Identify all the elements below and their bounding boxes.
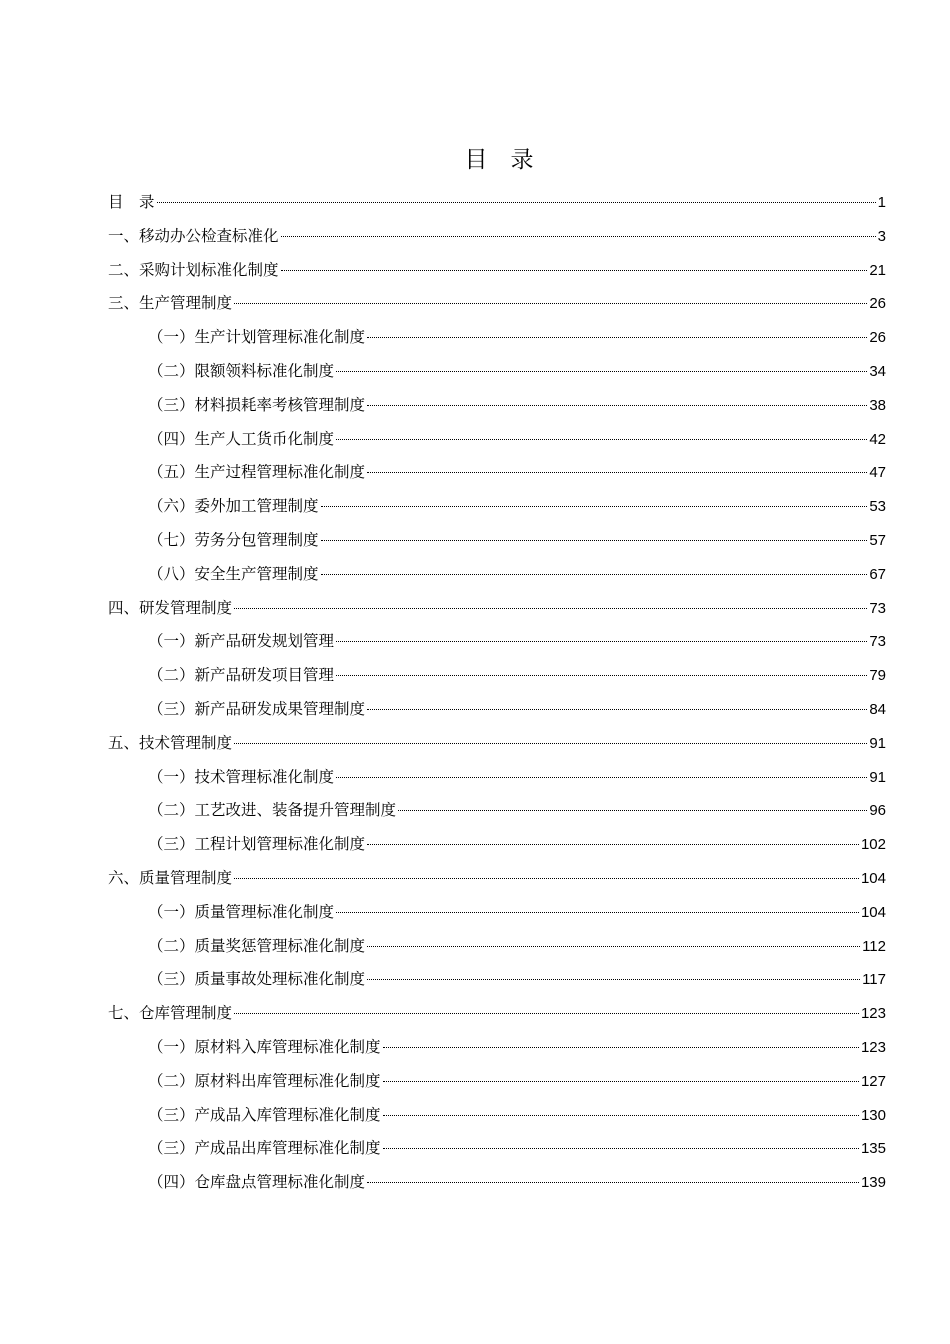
toc-dot-leader [367,979,860,980]
toc-dot-leader [234,1013,859,1014]
toc-entry-label: 五、技术管理制度 [108,733,233,752]
toc-entry[interactable] [108,558,886,592]
toc-entry[interactable] [108,794,886,828]
toc-entry[interactable] [108,1031,886,1065]
toc-dot-leader [321,506,868,507]
toc-entry-page-number: 104 [860,869,886,887]
toc-entry-label: 目 录 [108,193,155,211]
toc-dot-leader [336,777,867,778]
toc-dot-leader [281,270,868,271]
toc-entry[interactable] [108,963,886,997]
toc-entry-label: （五）生产过程管理标准化制度 [148,463,366,482]
toc-entry-page-number: 91 [869,768,886,786]
toc-entry-label: （三）产成品入库管理标准化制度 [148,1105,381,1124]
toc-entry[interactable] [108,1099,886,1133]
toc-entry-page-number: 73 [869,599,886,617]
toc-dot-leader [383,1148,859,1149]
toc-entry[interactable] [108,896,886,930]
toc-dot-leader [367,1182,859,1183]
toc-dot-leader [336,912,859,913]
toc-entry-label: （一）质量管理标准化制度 [148,902,335,921]
toc-dot-leader [336,439,867,440]
toc-entry-page-number: 104 [860,903,886,921]
toc-entry-label: （二）限额领料标准化制度 [148,361,335,380]
toc-entry[interactable] [108,1065,886,1099]
toc-entry-label: 三、生产管理制度 [108,294,233,313]
toc-dot-leader [367,337,867,338]
toc-entry-page-number: 1 [877,194,886,211]
toc-entry-label: 六、质量管理制度 [108,868,233,887]
toc-entry-page-number: 57 [869,531,886,549]
toc-entry[interactable] [108,761,886,795]
toc-entry[interactable] [108,1132,886,1166]
toc-entry-label: （三）产成品出库管理标准化制度 [148,1139,381,1158]
toc-entry[interactable] [108,355,886,389]
toc-entry[interactable] [108,997,886,1031]
toc-entry-label: （二）原材料出库管理标准化制度 [148,1071,381,1090]
toc-dot-leader [398,810,867,811]
toc-entry-page-number: 42 [869,430,886,448]
toc-entry-label: （一）技术管理标准化制度 [148,767,335,786]
toc-entry-page-number: 53 [869,498,886,516]
toc-dot-leader [234,608,867,609]
toc-dot-leader [367,946,860,947]
toc-entry[interactable] [108,254,886,288]
toc-entry[interactable] [108,524,886,558]
toc-entry[interactable] [108,321,886,355]
toc-entry[interactable] [108,625,886,659]
toc-entry-page-number: 135 [860,1140,886,1158]
toc-entry[interactable] [108,727,886,761]
toc-entry-label: （一）生产计划管理标准化制度 [148,328,366,347]
toc-dot-leader [336,371,867,372]
toc-dot-leader [367,844,859,845]
toc-entry-page-number: 26 [869,329,886,347]
toc-entry-page-number: 123 [860,1038,886,1056]
toc-dot-leader [383,1115,859,1116]
toc-entry[interactable] [108,828,886,862]
toc-entry-label: （三）质量事故处理标准化制度 [148,970,366,989]
toc-entry-label: （八）安全生产管理制度 [148,564,319,583]
toc-entry-page-number: 123 [860,1005,886,1023]
toc-entry-label: 七、仓库管理制度 [108,1004,233,1023]
toc-entry-label: 一、移动办公检查标准化 [108,226,279,245]
toc-entry[interactable] [108,490,886,524]
toc-entry[interactable] [108,423,886,457]
toc-entry-page-number: 47 [869,464,886,482]
toc-dot-leader [367,472,867,473]
toc-entry-page-number: 34 [869,362,886,380]
toc-entry[interactable] [108,220,886,254]
toc-dot-leader [336,675,867,676]
toc-entry-page-number: 139 [860,1174,886,1192]
toc-entry-label: （四）仓库盘点管理标准化制度 [148,1173,366,1192]
toc-entry-label: （三）新产品研发成果管理制度 [148,699,366,718]
table-of-contents [108,186,886,1200]
toc-dot-leader [383,1081,859,1082]
toc-dot-leader [234,303,867,304]
toc-entry-label: 二、采购计划标准化制度 [108,260,279,279]
toc-entry[interactable] [108,389,886,423]
toc-dot-leader [383,1047,859,1048]
toc-dot-leader [157,202,876,203]
toc-entry-page-number: 117 [862,971,886,989]
toc-dot-leader [281,236,876,237]
toc-entry-label: （一）原材料入库管理标准化制度 [148,1037,381,1056]
toc-dot-leader [336,641,867,642]
toc-entry-label: （七）劳务分包管理制度 [148,530,319,549]
toc-entry-label: （一）新产品研发规划管理 [148,632,335,651]
toc-entry-label: （六）委外加工管理制度 [148,497,319,516]
toc-dot-leader [321,574,868,575]
toc-entry-label: （二）新产品研发项目管理 [148,666,335,685]
toc-entry-page-number: 26 [869,295,886,313]
toc-entry[interactable] [108,659,886,693]
toc-entry-label: 四、研发管理制度 [108,598,233,617]
toc-entry-page-number: 102 [860,836,886,854]
toc-entry-page-number: 21 [869,261,886,279]
toc-entry[interactable] [108,862,886,896]
page-title: 目 录 [464,147,534,173]
toc-entry-label: （三）工程计划管理标准化制度 [148,835,366,854]
toc-entry-label: （二）工艺改进、装备提升管理制度 [148,801,397,820]
toc-dot-leader [367,709,867,710]
toc-entry-page-number: 38 [869,396,886,414]
toc-entry[interactable] [108,930,886,964]
toc-entry-page-number: 96 [869,802,886,820]
toc-dot-leader [234,878,859,879]
toc-entry-page-number: 112 [862,937,886,955]
toc-entry-page-number: 67 [869,565,886,583]
toc-dot-leader [321,540,868,541]
toc-entry-page-number: 84 [869,700,886,718]
toc-entry[interactable] [108,1166,886,1200]
toc-entry[interactable] [108,287,886,321]
toc-entry-page-number: 79 [869,667,886,685]
toc-entry-label: （三）材料损耗率考核管理制度 [148,395,366,414]
toc-entry-page-number: 91 [869,734,886,752]
toc-entry-page-number: 3 [877,227,886,245]
toc-entry-page-number: 73 [869,633,886,651]
toc-entry-label: （四）生产人工货币化制度 [148,429,335,448]
toc-entry[interactable] [108,693,886,727]
toc-entry-label: （二）质量奖惩管理标准化制度 [148,936,366,955]
toc-entry[interactable] [108,592,886,626]
toc-dot-leader [367,405,867,406]
toc-entry[interactable] [108,456,886,490]
toc-entry-page-number: 130 [860,1106,886,1124]
toc-dot-leader [234,743,867,744]
toc-entry[interactable] [108,186,886,220]
toc-entry-page-number: 127 [860,1072,886,1090]
